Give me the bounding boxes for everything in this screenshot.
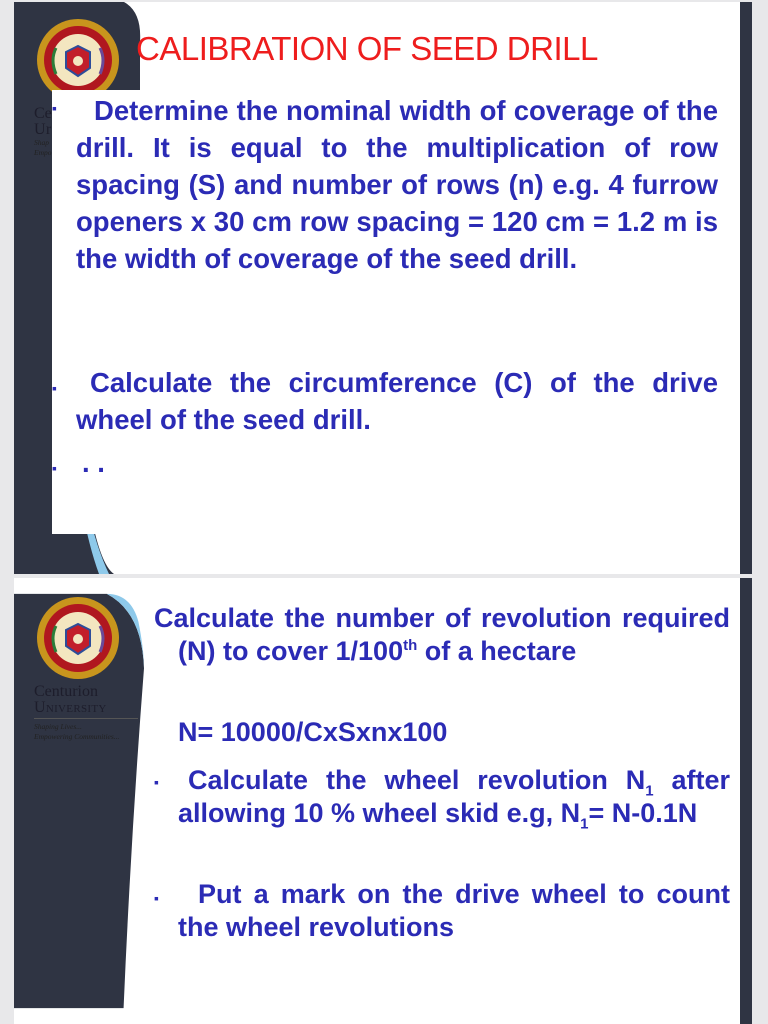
empty-bullet-dots: . .: [82, 447, 105, 478]
content-box: [52, 90, 718, 534]
item2-text-c: = N-0.1N: [588, 798, 698, 828]
bullet-marker: ▪: [52, 100, 57, 116]
formula: N= 10000/CxSxnx100: [178, 717, 448, 747]
tagline-2: Empowering Communities...: [34, 732, 120, 741]
university-name-partial: Ce Ur Shap Empo: [34, 105, 52, 157]
bullet-marker: ▪: [52, 380, 57, 396]
item-wheel-revolution: [178, 764, 730, 833]
paragraph-width-coverage: Determine the nominal width of coverage of the drill. It is equal to the multiplication of row spacing (S) and number of rows (n) e.g. 4 furrow openers x 30 cm row spacing = 120 cm = 1.2 m is the width of coverage of the seed drill.: [76, 95, 718, 274]
item-revolutions-required: [154, 602, 730, 668]
item2-subscript: 1: [645, 782, 654, 800]
item2-subscript-2: 1: [580, 815, 589, 833]
item1-superscript: th: [403, 637, 418, 654]
slide-2: [14, 578, 752, 1024]
university-name-line2: University: [34, 699, 107, 716]
item2-text-b: after allowing 10 % wheel skid e.g, N: [178, 765, 730, 828]
university-name: [34, 684, 144, 742]
bullet-marker: ▪: [154, 774, 159, 790]
item1-text: Calculate the number of revolution required (N) to cover 1/100: [154, 603, 730, 666]
slide-1: [14, 2, 752, 574]
university-seal-logo: [36, 596, 120, 680]
university-name-line1: Centurion: [34, 683, 98, 700]
bullet-marker: ▪: [154, 890, 159, 906]
paragraph-circumference: Calculate the circumference (C) of the drive wheel of the seed drill.: [76, 367, 718, 435]
item1-end: of a hectare: [417, 636, 577, 666]
item-mark-drive-wheel: Put a mark on the drive wheel to count the wheel revolutions: [178, 879, 730, 942]
item2-text-a: Calculate the wheel revolution N: [188, 765, 646, 795]
right-border-bar: [740, 2, 752, 574]
divider: [34, 718, 138, 719]
bullet-marker: ▪: [52, 460, 57, 476]
right-border-bar: [740, 578, 752, 1024]
slide-title: CALIBRATION OF SEED DRILL: [136, 30, 598, 67]
tagline-1: Shaping Lives...: [34, 722, 82, 731]
